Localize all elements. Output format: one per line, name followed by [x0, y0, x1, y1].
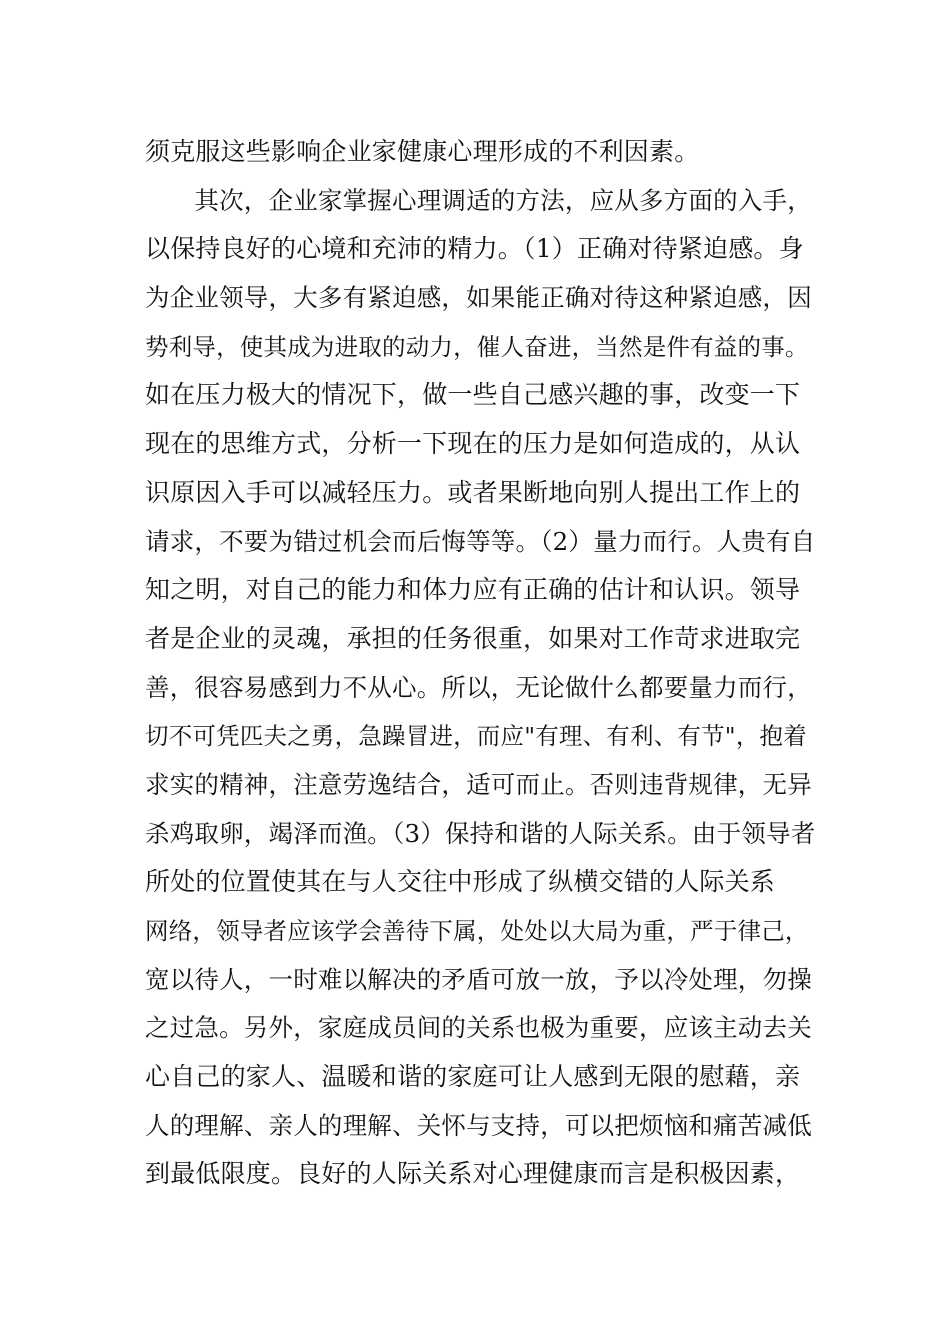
text-line: 者是企业的灵魂，承担的任务很重，如果对工作苛求进取完	[145, 623, 801, 653]
text-line: 现在的思维方式，分析一下现在的压力是如何造成的，从认	[145, 429, 801, 459]
text-line: 心自己的家人、温暖和谐的家庭可让人感到无限的慰藉，亲	[145, 1062, 801, 1092]
text-line: 之过急。另外，家庭成员间的关系也极为重要，应该主动去关	[145, 1013, 812, 1043]
body-text	[145, 128, 815, 1199]
text-line: 求实的精神，注意劳逸结合，适可而止。否则违背规律，无异	[145, 769, 812, 799]
text-line: 杀鸡取卵，竭泽而渔。（3）保持和谐的人际关系。由于领导者	[145, 818, 816, 848]
text-line: 切不可凭匹夫之勇，急躁冒进，而应"有理、有利、有节"，抱着	[145, 722, 807, 751]
text-line: 须克服这些影响企业家健康心理形成的不利因素。	[145, 137, 700, 166]
text-line: 如在压力极大的情况下，做一些自己感兴趣的事，改变一下	[145, 380, 801, 410]
text-line: 到最低限度。良好的人际关系对心理健康而言是积极因素，	[145, 1159, 801, 1189]
text-line: 以保持良好的心境和充沛的精力。（1）正确对待紧迫感。身	[145, 234, 804, 264]
text-line: 宽以待人，一时难以解决的矛盾可放一放，予以冷处理，勿操	[145, 964, 812, 994]
text-line: 知之明，对自己的能力和体力应有正确的估计和认识。领导	[145, 575, 801, 605]
text-line: 识原因入手可以减轻压力。或者果断地向别人提出工作上的	[145, 477, 801, 507]
text-line: 其次，企业家掌握心理调适的方法，应从多方面的入手，	[145, 185, 812, 215]
text-line: 善，很容易感到力不从心。所以，无论做什么都要量力而行，	[145, 672, 812, 702]
text-line: 势利导，使其成为进取的动力，催人奋进，当然是件有益的事。	[145, 332, 809, 361]
text-line: 所处的位置使其在与人交往中形成了纵横交错的人际关系	[145, 867, 776, 897]
text-line: 网络，领导者应该学会善待下属，处处以大局为重，严于律己，	[145, 917, 809, 945]
text-line: 请求，不要为错过机会而后悔等等。（2）量力而行。人贵有自	[145, 526, 816, 556]
text-line: 为企业领导，大多有紧迫感，如果能正确对待这种紧迫感，因	[145, 283, 812, 313]
text-line: 人的理解、亲人的理解、关怀与支持，可以把烦恼和痛苦减低	[145, 1110, 812, 1140]
